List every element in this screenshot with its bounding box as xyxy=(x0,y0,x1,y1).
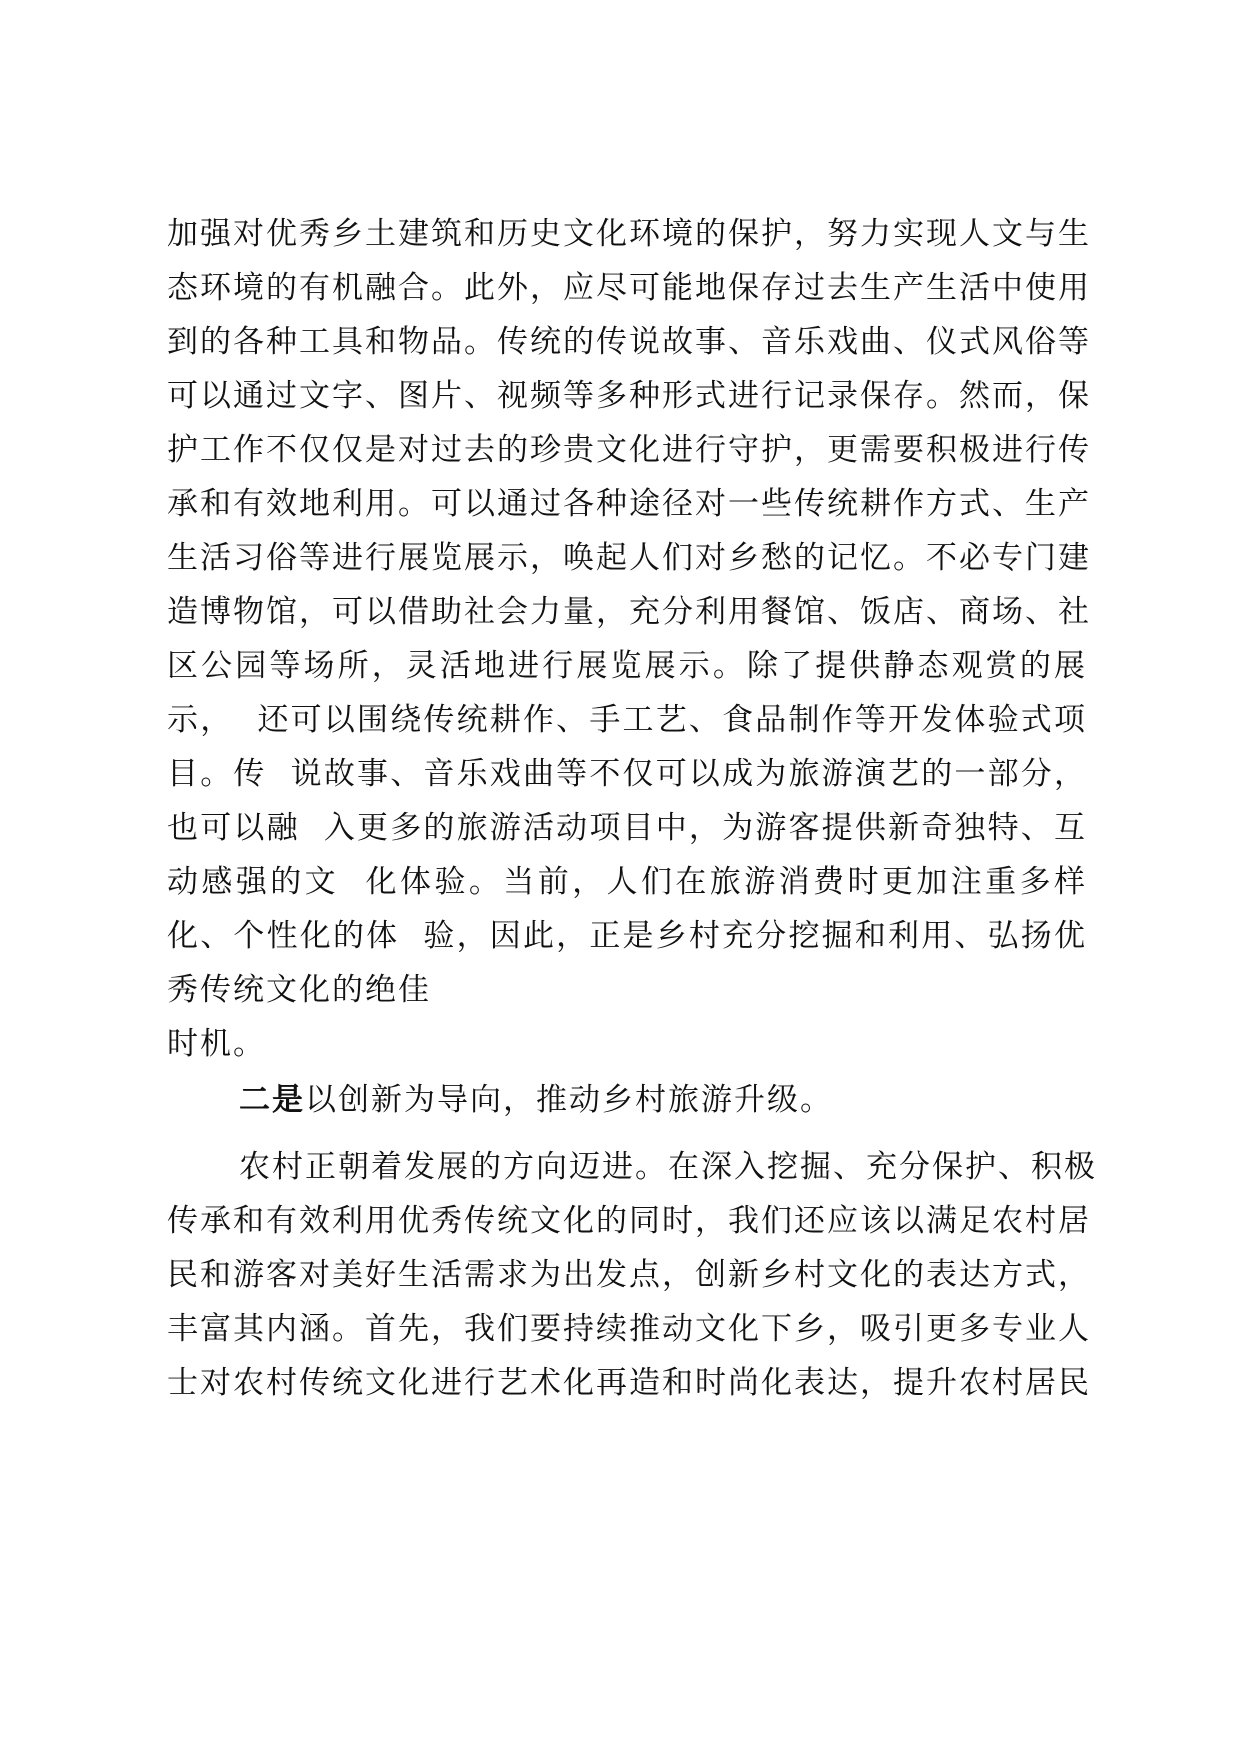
heading-bold-label: 二是 xyxy=(239,1082,305,1118)
paragraph-line: 传承和有效利用优秀传统文化的同时，我们还应该以满足农村居 xyxy=(167,1203,1091,1239)
paragraph-line: 丰富其内涵。首先，我们要持续推动文化下乡，吸引更多专业人 xyxy=(167,1311,1091,1347)
paragraph-line: 也可以融 入更多的旅游活动项目中，为游客提供新奇独特、互 xyxy=(167,810,1087,846)
paragraph-line: 化、个性化的体 验，因此，正是乡村充分挖掘和利用、弘扬优 xyxy=(167,918,1087,954)
paragraph-line: 时机。 xyxy=(167,1026,266,1062)
paragraph-line: 态环境的有机融合。此外，应尽可能地保存过去生产生活中使用 xyxy=(167,270,1091,306)
paragraph-line: 士对农村传统文化进行艺术化再造和时尚化表达，提升农村居民 xyxy=(167,1365,1091,1401)
heading-text: 以创新为导向，推动乡村旅游升级。 xyxy=(305,1082,833,1118)
paragraph-line: 动感强的文 化体验。当前，人们在旅游消费时更加注重多样 xyxy=(167,864,1087,900)
paragraph-line: 秀传统文化的绝佳 xyxy=(167,972,431,1008)
paragraph-line: 农村正朝着发展的方向迈进。在深入挖掘、充分保护、积极 xyxy=(239,1149,1097,1185)
paragraph-2 xyxy=(167,1140,1097,1410)
paragraph-1 xyxy=(167,207,1091,1071)
paragraph-line: 承和有效地利用。可以通过各种途径对一些传统耕作方式、生产 xyxy=(167,486,1091,522)
paragraph-line: 生活习俗等进行展览展示，唤起人们对乡愁的记忆。不必专门建 xyxy=(167,540,1091,576)
paragraph-line: 到的各种工具和物品。传统的传说故事、音乐戏曲、仪式风俗等 xyxy=(167,324,1091,360)
paragraph-line: 民和游客对美好生活需求为出发点，创新乡村文化的表达方式， xyxy=(167,1257,1091,1293)
paragraph-line: 示， 还可以围绕传统耕作、手工艺、食品制作等开发体验式项 xyxy=(167,702,1087,738)
paragraph-line: 造博物馆，可以借助社会力量，充分利用餐馆、饭店、商场、社 xyxy=(167,594,1091,630)
paragraph-line: 目。传 说故事、音乐戏曲等不仅可以成为旅游演艺的一部分， xyxy=(167,756,1087,792)
paragraph-line: 护工作不仅仅是对过去的珍贵文化进行守护，更需要积极进行传 xyxy=(167,432,1091,468)
paragraph-line: 区公园等场所，灵活地进行展览展示。除了提供静态观赏的展 xyxy=(167,648,1087,684)
paragraph-line: 可以通过文字、图片、视频等多种形式进行记录保存。然而，保 xyxy=(167,378,1091,414)
section-heading xyxy=(167,1073,1087,1127)
paragraph-line: 加强对优秀乡土建筑和历史文化环境的保护，努力实现人文与生 xyxy=(167,216,1091,252)
